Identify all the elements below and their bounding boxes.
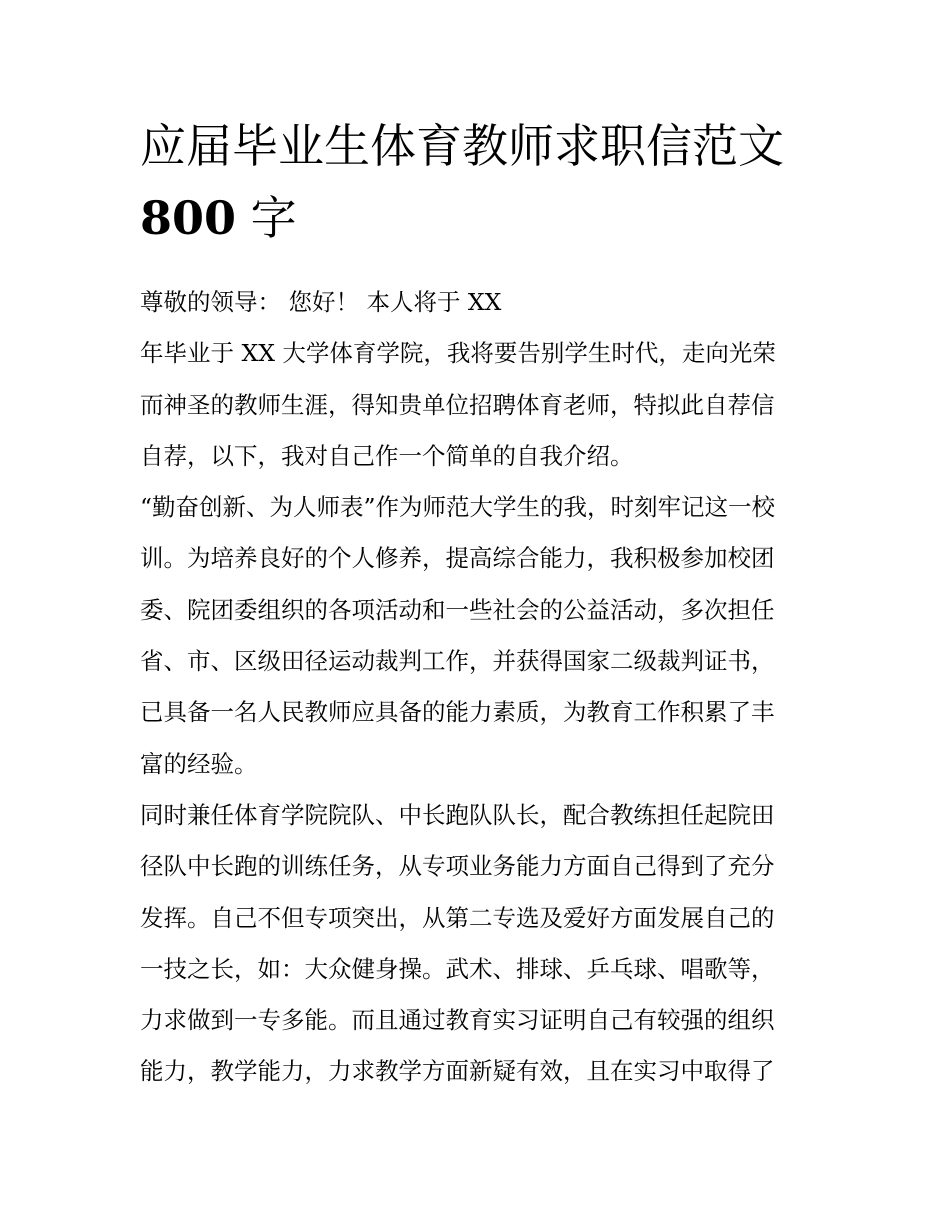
- body-line: “勤奋创新、为人师表”作为师范大学生的我，时刻牢记这一校: [140, 493, 776, 522]
- title-suffix: 字: [250, 191, 297, 245]
- title-number: 800: [140, 191, 237, 245]
- title-text: 应届毕业生体育教师求职信范文: [140, 119, 784, 173]
- body-line: 发挥。自己不但专项突出，从第二专选及爱好方面发展自己的: [140, 903, 775, 932]
- body-line: 省、市、区级田径运动裁判工作，并获得国家二级裁判证书，: [140, 647, 775, 676]
- body-line: 力求做到一专多能。而且通过教育实习证明自己有较强的组织: [140, 1006, 775, 1035]
- body-line: 能力，教学能力，力求教学方面新疑有效，且在实习中取得了: [140, 1057, 775, 1086]
- body-line: 尊敬的领导： 您好！ 本人将于 XX: [140, 288, 502, 316]
- document-title: [140, 110, 840, 254]
- body-line: 一技之长，如：大众健身操。武术、排球、乒乓球、唱歌等，: [140, 954, 775, 983]
- body-line: 径队中长跑的训练任务，从专项业务能力方面自己得到了充分: [140, 852, 775, 881]
- body-line: 委、院团委组织的各项活动和一些社会的公益活动，多次担任: [140, 595, 775, 624]
- body-line: 自荐，以下，我对自己作一个简单的自我介绍。: [140, 441, 634, 470]
- body-line: 同时兼任体育学院院队、中长跑队队长，配合教练担任起院田: [140, 800, 775, 829]
- body-line: 年毕业于 XX 大学体育学院，我将要告别学生时代，走向光荣: [140, 339, 776, 368]
- body-line: 而神圣的教师生涯，得知贵单位招聘体育老师，特拟此自荐信: [140, 390, 775, 419]
- document-body: [140, 283, 830, 1104]
- body-line: 已具备一名人民教师应具备的能力素质，为教育工作积累了丰: [140, 698, 775, 727]
- body-line: 训。为培养良好的个人修养，提高综合能力，我积极参加校团: [140, 544, 775, 573]
- body-line: 富的经验。: [140, 749, 258, 778]
